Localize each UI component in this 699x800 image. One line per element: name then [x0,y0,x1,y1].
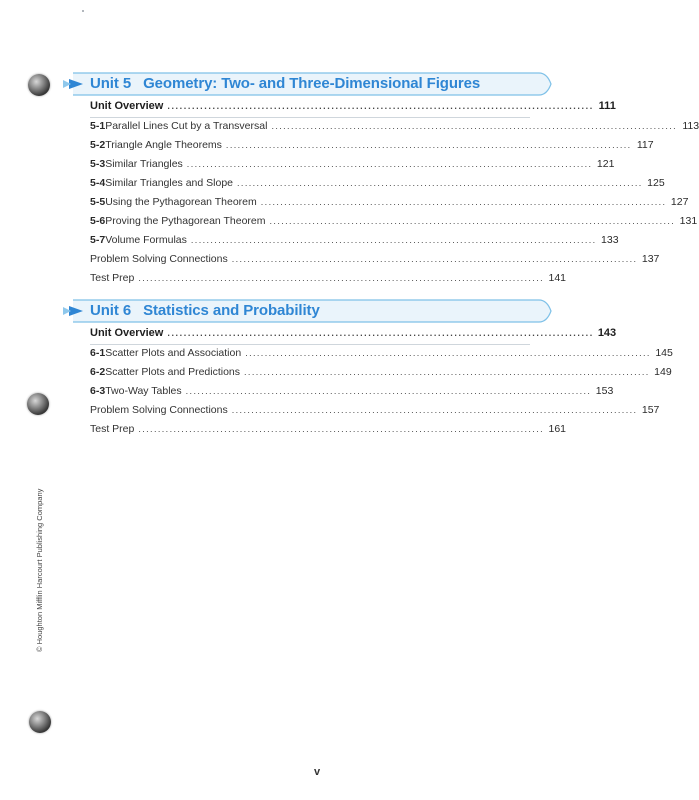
page-number: 111 [598,100,616,112]
lesson-row[interactable] [90,177,665,193]
unit-title [90,302,320,319]
lesson-row[interactable] [90,423,567,439]
lesson-title: Scatter Plots and Association [105,347,242,359]
dot-leader: ........................................................................................................ [186,159,593,169]
lesson-number: 5-6 [90,215,106,227]
lesson-row[interactable] [90,196,689,212]
unit-6-banner [63,298,553,324]
dot-leader: ........................................................................................................ [231,254,638,264]
unit-name: Geometry: Two- and Three-Dimensional Figures [143,75,481,92]
divider [90,344,530,345]
lesson-row[interactable] [90,158,615,174]
page-number: 131 [679,215,698,227]
speck [82,10,84,12]
lesson-title: Problem Solving Connections [90,253,228,265]
dot-leader: ........................................................................................................ [260,197,667,207]
lesson-row[interactable] [90,404,660,420]
lesson-title: Test Prep [90,272,135,284]
lesson-row[interactable] [90,215,698,231]
lesson-title: Two-Way Tables [105,385,182,397]
row-label: Unit Overview [90,100,164,112]
dot-leader: ........................................................................................................ [231,405,638,415]
lesson-title: Similar Triangles [105,158,183,170]
lesson-title: Parallel Lines Cut by a Transversal [105,120,268,132]
page-number: 153 [595,385,614,397]
dot-leader: ........................................................................................................ [225,140,632,150]
unit-overview-row[interactable] [90,100,616,116]
binder-hole-bottom [29,711,51,733]
unit-number: Unit 5 [90,75,132,92]
dot-leader: ........................................................................................................ [138,273,545,283]
lesson-row[interactable] [90,120,699,136]
dot-leader: ........................................................................................................ [185,386,592,396]
lesson-title: Proving the Pythagorean Theorem [105,215,266,227]
page-number: 141 [548,272,567,284]
lesson-title: Triangle Angle Theorems [105,139,222,151]
lesson-title: Similar Triangles and Slope [105,177,234,189]
lesson-number: 6-1 [90,347,106,359]
lesson-title: Scatter Plots and Predictions [105,366,241,378]
lesson-title: Problem Solving Connections [90,404,228,416]
divider [90,117,530,118]
unit-5-banner [63,71,553,97]
lesson-title: Using the Pythagorean Theorem [105,196,257,208]
lesson-number: 6-3 [90,385,106,397]
lesson-row[interactable] [90,272,567,288]
lesson-number: 5-7 [90,234,106,246]
page-number: 145 [655,347,673,359]
binder-hole-top [28,74,50,96]
row-label: Unit Overview [90,327,164,339]
unit-number: Unit 6 [90,302,132,319]
page-number: 125 [647,177,665,189]
dot-leader: ........................................................................................................ [138,424,545,434]
page-number: 113 [682,120,699,132]
page-number: 143 [597,327,617,339]
dot-leader: ........................................................................................................ [237,178,643,188]
unit-overview-row[interactable] [90,327,617,343]
page-number: 149 [654,366,672,378]
lesson-title: Test Prep [90,423,135,435]
page-number: 161 [548,423,567,435]
dot-leader: ........................................................................................................ [271,121,678,131]
page-number: 157 [641,404,660,416]
dot-leader: ........................................................................................................ [167,101,594,111]
lesson-number: 5-4 [90,177,106,189]
lesson-number: 5-2 [90,139,106,151]
unit-name: Statistics and Probability [143,302,320,319]
dot-leader: ........................................................................................................ [190,235,597,245]
lesson-row[interactable] [90,347,673,363]
dot-leader: ........................................................................................................ [244,367,650,377]
lesson-title: Volume Formulas [105,234,187,246]
copyright-notice: © Houghton Mifflin Harcourt Publishing Company [35,488,44,652]
binder-hole-middle [27,393,49,415]
unit-title [90,75,480,92]
page-number: 137 [641,253,660,265]
dot-leader: ........................................................................................................ [269,216,676,226]
lesson-row[interactable] [90,139,654,155]
lesson-number: 5-3 [90,158,106,170]
lesson-row[interactable] [90,385,614,401]
page-number: 133 [601,234,619,246]
lesson-number: 6-2 [90,366,106,378]
lesson-number: 5-5 [90,196,106,208]
lesson-row[interactable] [90,253,660,269]
page-number: 117 [636,139,654,151]
lesson-row[interactable] [90,366,672,382]
page-folio: v [314,766,321,778]
page-number: 127 [670,196,689,208]
page-number: 121 [596,158,615,170]
lesson-row[interactable] [90,234,619,250]
dot-leader: ........................................................................................................ [167,328,594,338]
dot-leader: ........................................................................................................ [245,348,651,358]
lesson-number: 5-1 [90,120,106,132]
